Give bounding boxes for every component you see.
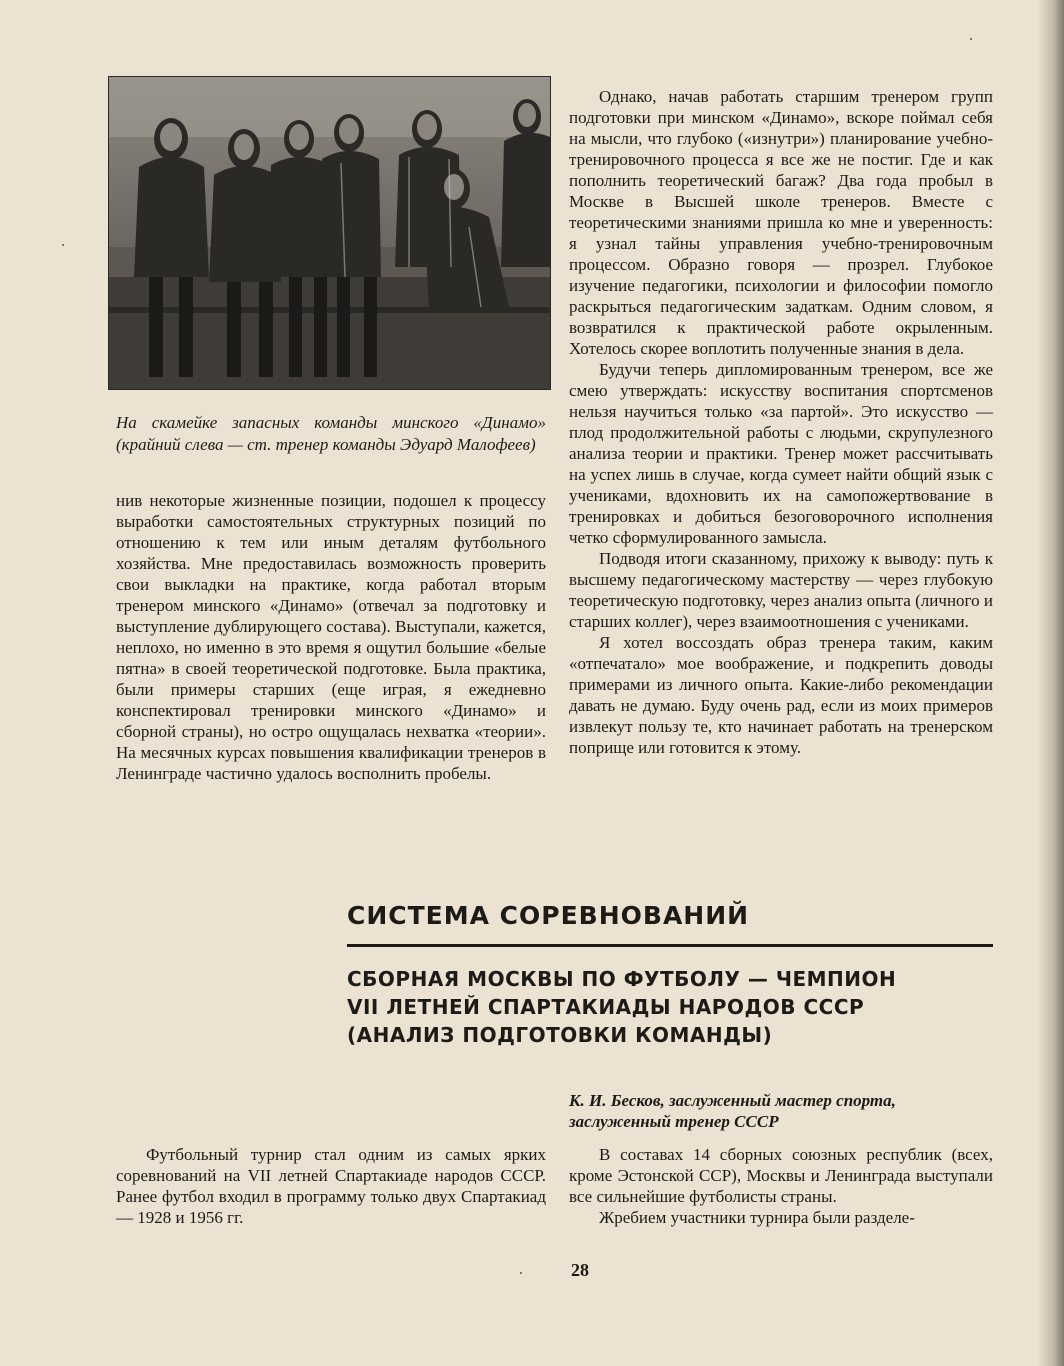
- left-column-top: [116, 490, 546, 784]
- left-column-bottom: [116, 1144, 546, 1228]
- paragraph: В составах 14 сборных союзных республик (всех, кроме Эстонской ССР), Москвы и Ленинграда выступали все сильнейшие футболисты страны.: [569, 1145, 993, 1206]
- headline-line: VII ЛЕТНЕЙ СПАРТАКИАДЫ НАРОДОВ СССР: [347, 995, 865, 1019]
- headline-line: (АНАЛИЗ ПОДГОТОВКИ КОМАНДЫ): [347, 1023, 773, 1047]
- section-title: СИСТЕМА СОРЕВНОВАНИЙ: [347, 901, 750, 930]
- page-edge-shadow: [1038, 0, 1064, 1366]
- page-number: 28: [571, 1260, 589, 1280]
- paragraph: нив некоторые жизненные позиции, подошел к процессу выработки самостоятельных структурных позиций по отношению к тем или иным деталям футбольного хозяйства. Мне предоставилась возможность проверить свои выкладки на практике, когда работал вторым тренером минского «Динамо» (отвечал за подготовку и выступление дублирующего состава). Выступали, кажется, неплохо, но именно в это время я ощутил большие «белые пятна» в своей теоретической подготовке. Была практика, были примеры старших (еще играя, я ежедневно конспектировал тренировки минского «Динамо» и сборной страны), но остро ощущалась нехватка «теории». На месячных курсах повышения квалификации тренеров в Ленинграде частично удалось восполнить пробелы.: [116, 491, 546, 783]
- headline-line: СБОРНАЯ МОСКВЫ ПО ФУТБОЛУ — ЧЕМПИОН: [347, 967, 897, 991]
- article-headline: [347, 965, 997, 1049]
- paragraph: Футбольный турнир стал одним из самых ярких соревнований на VII летней Спартакиаде народов СССР. Ранее футбол входил в программу только двух Спартакиад — 1928 и 1956 гг.: [116, 1145, 546, 1227]
- author-byline: [569, 1090, 993, 1132]
- right-column-top: [569, 86, 993, 758]
- photo-image: [109, 77, 550, 389]
- paper-speck: [62, 244, 64, 246]
- paper-speck: [970, 38, 972, 40]
- team-bench-photo: [108, 76, 551, 390]
- author-line: заслуженный тренер СССР: [569, 1112, 779, 1131]
- author-line: К. И. Бесков, заслуженный мастер спорта,: [569, 1091, 896, 1110]
- paragraph: Подводя итоги сказанному, прихожу к выводу: путь к высшему педагогическому мастерству — через глубокую теоретическую подготовку, через анализ опыта (личного и старших коллег), через взаимоотношения с учениками.: [569, 549, 993, 631]
- paragraph: Я хотел воссоздать образ тренера таким, каким «отпечатало» мое воображение, и подкрепить доводы примерами из личного опыта. Какие-либо рекомендации давать не думаю. Буду очень рад, если из моих примеров извлекут пользу те, кто начинает работать на тренерском поприще или готовится к этому.: [569, 633, 993, 757]
- paragraph: Однако, начав работать старшим тренером групп подготовки при минском «Динамо», вскоре поймал себя на мысли, что глубоко («изнутри») планирование учебно-тренировочного процесса я все же не постиг. Где и как пополнить теоретический багаж? Два года пробыл в Москве в Высшей школе тренеров. Вместе с теоретическими знаниями пришла ко мне и уверенность: я узнал тайны управления учебно-тренировочным процессом. Образно говоря — прозрел. Глубокое изучение педагогики, психологии и философии помогло раскрыться педагогическим задаткам. Одним словом, я возвратился к практической работе окрыленным. Хотелось скорее воплотить полученные знания в дела.: [569, 87, 993, 358]
- section-divider: [347, 944, 993, 947]
- right-column-bottom: [569, 1144, 993, 1228]
- photo-caption: На скамейке запасных команды минского «Динамо» (крайний слева — ст. тренер команды Эдуард Малофеев): [116, 413, 546, 454]
- paragraph: Будучи теперь дипломированным тренером, все же смею утверждать: искусству воспитания спортсменов нельзя научиться только «за партой». Это искусство — плод продолжительной работы с людьми, скрупулезного анализа теории и практики. Тренер может рассчитывать на успех лишь в случае, когда сумеет найти общий язык с учениками, вдохновить их на самопожертвование в тренировках и добиться безоговорочного исполнения четко сформулированного замысла.: [569, 360, 993, 547]
- paper-speck: [520, 1272, 522, 1274]
- paragraph: Жребием участники турнира были разделе-: [599, 1208, 915, 1227]
